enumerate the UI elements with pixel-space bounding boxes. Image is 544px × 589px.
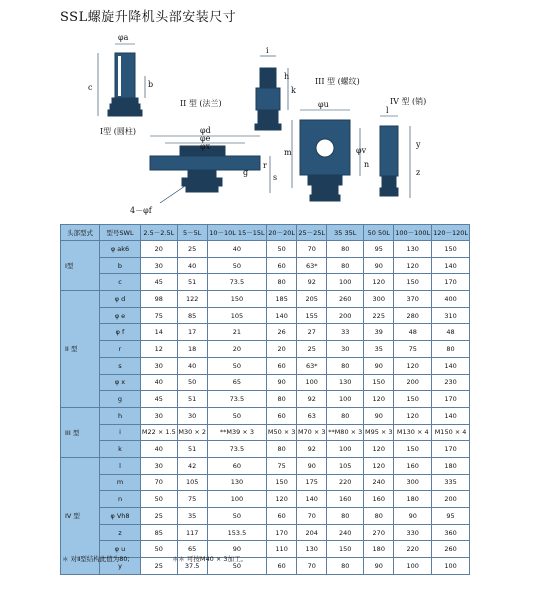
value-cell: 75 <box>394 341 432 358</box>
table-row <box>61 457 470 474</box>
value-cell: 90 <box>394 508 432 525</box>
table-header-row <box>61 225 470 241</box>
value-cell: 30 <box>141 457 178 474</box>
value-cell: M150 × 4 <box>432 424 470 441</box>
value-cell: 140 <box>267 307 297 324</box>
header-cell: 120－120L <box>432 225 470 241</box>
value-cell: 25 <box>177 241 207 258</box>
value-cell: 70 <box>297 241 327 258</box>
value-cell: 21 <box>207 324 266 341</box>
table-row <box>61 441 470 458</box>
value-cell: 51 <box>177 274 207 291</box>
value-cell: 90 <box>364 357 394 374</box>
header-cell: 35 35L <box>327 225 364 241</box>
dim-u-label: φu <box>318 100 329 109</box>
value-cell: 50 <box>207 558 266 575</box>
value-cell: 73.5 <box>207 274 266 291</box>
type3-label: III 型 (螺纹) <box>315 77 360 86</box>
value-cell: 175 <box>297 474 327 491</box>
table-row <box>61 391 470 408</box>
value-cell: 42 <box>177 457 207 474</box>
value-cell: 80 <box>327 357 364 374</box>
dim-g-label: g <box>243 168 249 177</box>
value-cell: 27 <box>297 324 327 341</box>
header-cell: 头部型式 <box>61 225 100 241</box>
table-row <box>61 407 470 424</box>
value-cell: 25 <box>141 508 178 525</box>
header-cell: 25－25L <box>297 225 327 241</box>
value-cell: 370 <box>394 291 432 308</box>
dim-c-label: c <box>88 83 93 92</box>
value-cell: 90 <box>364 558 394 575</box>
value-cell: 30 <box>141 257 178 274</box>
type4-label: IV 型 (销) <box>390 97 427 106</box>
page-title: SSL螺旋升降机头部安装尺寸 <box>60 10 237 25</box>
value-cell: 225 <box>364 307 394 324</box>
table-row <box>61 341 470 358</box>
dim-r-label: r <box>263 161 267 170</box>
table-row <box>61 491 470 508</box>
value-cell: 60 <box>267 257 297 274</box>
value-cell: 65 <box>207 374 266 391</box>
value-cell: 85 <box>141 524 178 541</box>
value-cell: 120 <box>267 491 297 508</box>
value-cell: 260 <box>327 291 364 308</box>
dim-z-label: z <box>416 168 421 177</box>
value-cell: 98 <box>141 291 178 308</box>
value-cell: 63* <box>297 257 327 274</box>
value-cell: 150 <box>394 391 432 408</box>
value-cell: 39 <box>364 324 394 341</box>
value-cell: 100 <box>327 391 364 408</box>
value-cell: M130 × 4 <box>394 424 432 441</box>
value-cell: 95 <box>364 241 394 258</box>
value-cell: 50 <box>141 491 178 508</box>
value-cell: M70 × 3 <box>297 424 327 441</box>
table-row <box>61 307 470 324</box>
dim-d-label: φd <box>200 126 211 135</box>
value-cell: 20 <box>207 341 266 358</box>
value-cell: 30 <box>141 407 178 424</box>
value-cell: 150 <box>394 441 432 458</box>
drawing-svg <box>60 28 500 218</box>
value-cell: 335 <box>432 474 470 491</box>
value-cell: 140 <box>432 257 470 274</box>
value-cell: 120 <box>394 257 432 274</box>
value-cell: 80 <box>267 391 297 408</box>
value-cell: 120 <box>364 441 394 458</box>
dimension-table <box>60 224 470 575</box>
value-cell: 150 <box>364 374 394 391</box>
header-cell: 20－20L <box>267 225 297 241</box>
value-cell: 80 <box>364 508 394 525</box>
table-row <box>61 291 470 308</box>
value-cell: 48 <box>432 324 470 341</box>
value-cell: 40 <box>177 357 207 374</box>
param-label: φ f <box>100 324 141 341</box>
dim-a-label: φa <box>118 33 129 42</box>
value-cell: 360 <box>432 524 470 541</box>
table-row <box>61 508 470 525</box>
value-cell: 60 <box>267 407 297 424</box>
value-cell: M95 × 3 <box>364 424 394 441</box>
table-row <box>61 324 470 341</box>
param-label: m <box>100 474 141 491</box>
value-cell: 75 <box>267 457 297 474</box>
value-cell: 122 <box>177 291 207 308</box>
table-row <box>61 357 470 374</box>
header-cell: 10－10L 15－15L <box>207 225 266 241</box>
installation-drawings <box>60 28 500 218</box>
value-cell: 92 <box>297 441 327 458</box>
value-cell: 105 <box>327 457 364 474</box>
footnote-1: ＊ 对Ⅱ型结构此值为80; <box>62 555 130 563</box>
value-cell: 260 <box>432 541 470 558</box>
value-cell: 400 <box>432 291 470 308</box>
value-cell: 180 <box>432 457 470 474</box>
value-cell: 33 <box>327 324 364 341</box>
dim-e-label: φe <box>200 134 211 143</box>
type3-drawing <box>255 56 288 130</box>
value-cell: 12 <box>141 341 178 358</box>
param-label: l <box>100 457 141 474</box>
value-cell: 90 <box>364 407 394 424</box>
value-cell: 73.5 <box>207 441 266 458</box>
value-cell: 75 <box>141 307 178 324</box>
value-cell: 150 <box>207 291 266 308</box>
value-cell: 200 <box>327 307 364 324</box>
value-cell: 160 <box>327 491 364 508</box>
value-cell: 37.5 <box>177 558 207 575</box>
value-cell: 50 <box>207 407 266 424</box>
value-cell: 50 <box>141 541 178 558</box>
value-cell: 100 <box>327 274 364 291</box>
value-cell: 51 <box>177 391 207 408</box>
table-row <box>61 524 470 541</box>
value-cell: 51 <box>177 441 207 458</box>
dim-s-label: s <box>273 173 278 182</box>
value-cell: 80 <box>267 274 297 291</box>
value-cell: 50 <box>177 374 207 391</box>
group-label: IV 型 <box>61 457 100 574</box>
value-cell: 100 <box>327 441 364 458</box>
value-cell: 25 <box>141 558 178 575</box>
param-label: i <box>100 424 141 441</box>
dim-n-label: n <box>364 160 370 169</box>
value-cell: 150 <box>267 474 297 491</box>
value-cell: 60 <box>267 508 297 525</box>
value-cell: 110 <box>267 541 297 558</box>
header-cell: 5－5L <box>177 225 207 241</box>
value-cell: 90 <box>364 257 394 274</box>
value-cell: 170 <box>432 391 470 408</box>
value-cell: 80 <box>432 341 470 358</box>
value-cell: 117 <box>177 524 207 541</box>
value-cell: 50 <box>207 357 266 374</box>
value-cell: 75 <box>177 491 207 508</box>
value-cell: 105 <box>177 474 207 491</box>
value-cell: 160 <box>394 457 432 474</box>
footnotes <box>62 554 287 563</box>
group-label: III 型 <box>61 407 100 457</box>
value-cell: 30 <box>177 407 207 424</box>
value-cell: 130 <box>207 474 266 491</box>
value-cell: 30 <box>327 341 364 358</box>
value-cell: 45 <box>141 391 178 408</box>
value-cell: 80 <box>327 241 364 258</box>
value-cell: 40 <box>141 374 178 391</box>
value-cell: 90 <box>207 541 266 558</box>
footnote-2: ＊＊ 可按M40 × 3加工。 <box>171 555 247 563</box>
value-cell: 25 <box>297 341 327 358</box>
value-cell: 170 <box>432 441 470 458</box>
value-cell: 105 <box>207 307 266 324</box>
value-cell: 280 <box>394 307 432 324</box>
param-label: n <box>100 491 141 508</box>
value-cell: 230 <box>432 374 470 391</box>
value-cell: 70 <box>141 474 178 491</box>
value-cell: 140 <box>432 407 470 424</box>
value-cell: 63 <box>297 407 327 424</box>
value-cell: 200 <box>432 491 470 508</box>
dim-k-label: k <box>291 86 296 95</box>
value-cell: M30 × 2 <box>177 424 207 441</box>
group-label: II 型 <box>61 291 100 408</box>
param-label: φ d <box>100 291 141 308</box>
value-cell: 35 <box>177 508 207 525</box>
param-label: h <box>100 407 141 424</box>
value-cell: 63* <box>297 357 327 374</box>
value-cell: 80 <box>327 257 364 274</box>
value-cell: 120 <box>364 457 394 474</box>
param-label: z <box>100 524 141 541</box>
param-label: c <box>100 274 141 291</box>
table-row <box>61 241 470 258</box>
param-label: b <box>100 257 141 274</box>
table-row <box>61 257 470 274</box>
value-cell: 90 <box>267 374 297 391</box>
value-cell: 40 <box>141 441 178 458</box>
value-cell: 300 <box>394 474 432 491</box>
header-cell: 型号SWL <box>100 225 141 241</box>
value-cell: 17 <box>177 324 207 341</box>
table-row <box>61 424 470 441</box>
param-label: g <box>100 391 141 408</box>
type1-label: I型 (圆柱) <box>100 127 136 136</box>
dim-y-label: y <box>416 140 421 149</box>
value-cell: 73.5 <box>207 391 266 408</box>
value-cell: 45 <box>141 274 178 291</box>
value-cell: M50 × 3 <box>267 424 297 441</box>
value-cell: 240 <box>327 524 364 541</box>
value-cell: 100 <box>432 558 470 575</box>
value-cell: 180 <box>364 541 394 558</box>
value-cell: 20 <box>141 241 178 258</box>
value-cell: 100 <box>297 374 327 391</box>
value-cell: 150 <box>394 274 432 291</box>
value-cell: 50 <box>207 508 266 525</box>
value-cell: 200 <box>394 374 432 391</box>
param-label: φ Vh8 <box>100 508 141 525</box>
value-cell: 270 <box>364 524 394 541</box>
value-cell: 170 <box>432 274 470 291</box>
value-cell: 70 <box>297 558 327 575</box>
header-cell: 2.5－2.5L <box>141 225 178 241</box>
value-cell: 155 <box>297 307 327 324</box>
table-row <box>61 474 470 491</box>
value-cell: 160 <box>364 491 394 508</box>
value-cell: 204 <box>297 524 327 541</box>
param-label: φ ak6 <box>100 241 141 258</box>
value-cell: 60 <box>267 558 297 575</box>
value-cell: 140 <box>297 491 327 508</box>
value-cell: 85 <box>177 307 207 324</box>
value-cell: 80 <box>327 558 364 575</box>
value-cell: 40 <box>207 241 266 258</box>
dim-b-label: b <box>148 80 154 89</box>
param-label: k <box>100 441 141 458</box>
value-cell: 92 <box>297 391 327 408</box>
value-cell: 330 <box>394 524 432 541</box>
value-cell: 205 <box>297 291 327 308</box>
param-label: r <box>100 341 141 358</box>
value-cell: 35 <box>364 341 394 358</box>
dim-x-label: φx <box>200 142 211 151</box>
value-cell: 95 <box>432 508 470 525</box>
table-row <box>61 274 470 291</box>
dim-m-label: m <box>284 148 292 157</box>
param-label: y <box>100 558 141 575</box>
value-cell: 80 <box>327 508 364 525</box>
value-cell: 90 <box>297 457 327 474</box>
value-cell: 48 <box>394 324 432 341</box>
group-label: I型 <box>61 241 100 291</box>
value-cell: 30 <box>141 357 178 374</box>
value-cell: 130 <box>394 241 432 258</box>
value-cell: 120 <box>364 274 394 291</box>
dim-f-label: 4－φf <box>130 206 152 215</box>
dim-h-label: h <box>284 72 290 81</box>
dim-v-label: φv <box>356 146 367 155</box>
value-cell: 170 <box>267 524 297 541</box>
value-cell: 180 <box>394 491 432 508</box>
value-cell: **M39 × 3 <box>207 424 266 441</box>
value-cell: 80 <box>267 441 297 458</box>
type1-drawing <box>98 44 145 116</box>
value-cell: 20 <box>267 341 297 358</box>
dim-i-label: i <box>266 46 269 55</box>
value-cell: 92 <box>297 274 327 291</box>
param-label: φ e <box>100 307 141 324</box>
value-cell: 50 <box>207 257 266 274</box>
param-label: φ x <box>100 374 141 391</box>
value-cell: 150 <box>327 541 364 558</box>
value-cell: 18 <box>177 341 207 358</box>
value-cell: 120 <box>394 407 432 424</box>
value-cell: 100 <box>207 491 266 508</box>
type2-label: II 型 (法兰) <box>180 99 222 108</box>
value-cell: 60 <box>267 357 297 374</box>
value-cell: 14 <box>141 324 178 341</box>
value-cell: 40 <box>177 257 207 274</box>
value-cell: 153.5 <box>207 524 266 541</box>
value-cell: 26 <box>267 324 297 341</box>
value-cell: 310 <box>432 307 470 324</box>
value-cell: 140 <box>432 357 470 374</box>
value-cell: 220 <box>327 474 364 491</box>
type4-drawing <box>292 110 410 201</box>
value-cell: 240 <box>364 474 394 491</box>
value-cell: 60 <box>207 457 266 474</box>
value-cell: M22 × 1.5 <box>141 424 178 441</box>
value-cell: 150 <box>432 241 470 258</box>
param-label: s <box>100 357 141 374</box>
value-cell: 70 <box>297 508 327 525</box>
table-row <box>61 374 470 391</box>
value-cell: 130 <box>297 541 327 558</box>
value-cell: **M80 × 3 <box>327 424 364 441</box>
value-cell: 120 <box>364 391 394 408</box>
value-cell: 300 <box>364 291 394 308</box>
dim-l-label: l <box>386 106 389 115</box>
value-cell: 120 <box>394 357 432 374</box>
header-cell: 100－100L <box>394 225 432 241</box>
value-cell: 80 <box>327 407 364 424</box>
value-cell: 185 <box>267 291 297 308</box>
value-cell: 130 <box>327 374 364 391</box>
value-cell: 220 <box>394 541 432 558</box>
param-label: φ u <box>100 541 141 558</box>
header-cell: 50 50L <box>364 225 394 241</box>
value-cell: 50 <box>267 241 297 258</box>
value-cell: 65 <box>177 541 207 558</box>
value-cell: 100 <box>394 558 432 575</box>
